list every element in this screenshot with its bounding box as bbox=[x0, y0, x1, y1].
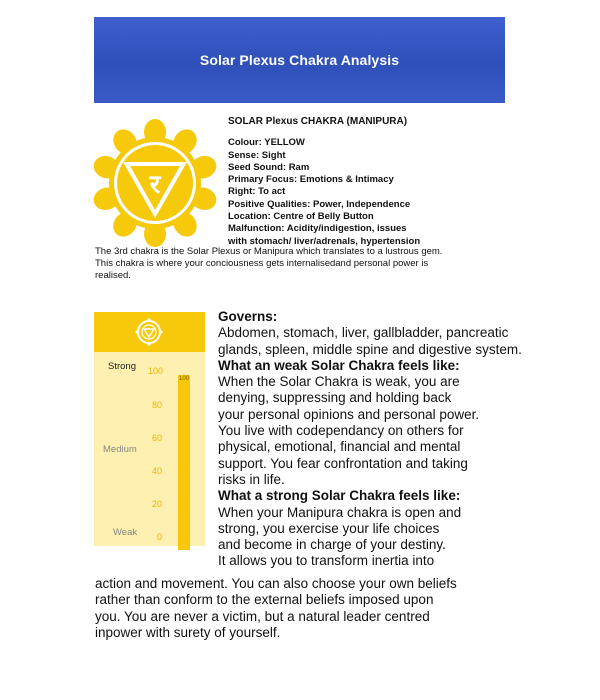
governs-line: glands, spleen, middle spine and digestive system. bbox=[218, 341, 522, 357]
meter-bar bbox=[178, 375, 190, 550]
intro-line: realised. bbox=[95, 270, 131, 282]
chakra-info bbox=[228, 116, 528, 248]
governs-heading: Governs: bbox=[218, 309, 278, 324]
intro-line: The 3rd chakra is the Solar Plexus or Manipura which translates to a lustrous gem. bbox=[95, 246, 443, 257]
tick-20: 20 bbox=[152, 499, 163, 509]
seed-syllable: र bbox=[149, 170, 161, 200]
info-right: Right: To act bbox=[228, 186, 286, 198]
strong-line: It allows you to transform inertia into bbox=[218, 553, 435, 569]
page-title: Solar Plexus Chakra Analysis bbox=[199, 52, 400, 68]
wide-line: you. You are never a victim, but a natural leader centred bbox=[95, 608, 430, 624]
weak-line: your personal opinions and personal power. bbox=[218, 406, 480, 422]
wide-line: action and movement. You can also choose your own beliefs bbox=[95, 576, 457, 591]
meter-header bbox=[94, 312, 205, 352]
weak-line: physical, emotional, financial and mental bbox=[218, 439, 461, 455]
info-seed-sound: Seed Sound: Ram bbox=[228, 161, 310, 173]
strong-line: and become in charge of your destiny. bbox=[218, 537, 446, 553]
chakra-description bbox=[218, 309, 558, 570]
weak-heading: What an weak Solar Chakra feels like: bbox=[218, 357, 460, 373]
info-malfunction: Malfunction: Acidity/indigestion, issues bbox=[228, 223, 407, 235]
tick-100: 100 bbox=[148, 366, 164, 376]
weak-line: support. You fear confrontation and taking bbox=[218, 455, 468, 471]
info-location: Location: Centre of Belly Button bbox=[228, 211, 374, 223]
tick-60: 60 bbox=[152, 433, 163, 443]
info-colour: Colour: YELLOW bbox=[228, 137, 305, 149]
level-strong: Strong bbox=[108, 361, 136, 372]
tick-80: 80 bbox=[152, 400, 163, 410]
tick-0: 0 bbox=[157, 532, 163, 542]
weak-line: When the Solar Chakra is weak, you are bbox=[218, 374, 460, 390]
weak-line: risks in life. bbox=[218, 471, 285, 487]
governs-line: Abdomen, stomach, liver, gallbladder, pancreatic bbox=[218, 325, 509, 341]
chakra-symbol-icon bbox=[134, 317, 164, 347]
wide-line: rather than conform to the external beliefs imposed upon bbox=[95, 592, 434, 608]
strong-line: strong, you exercise your life choices bbox=[218, 520, 440, 536]
title-banner bbox=[94, 17, 505, 103]
weak-line: denying, suppressing and holding back bbox=[218, 390, 452, 406]
info-title: SOLAR Plexus CHAKRA (MANIPURA) bbox=[228, 116, 408, 127]
strong-heading: What a strong Solar Chakra feels like: bbox=[218, 488, 461, 504]
info-positive-qualities: Positive Qualities: Power, Independence bbox=[228, 198, 411, 210]
strong-description-continued bbox=[95, 576, 535, 641]
tick-40: 40 bbox=[152, 466, 163, 476]
intro-line: This chakra is where your conciousness gets internalisedand personal power is bbox=[95, 258, 429, 270]
info-malfunction-cont: with stomach/ liver/adrenals, hypertension bbox=[228, 235, 421, 247]
weak-line: You live with codependancy on others for bbox=[218, 423, 464, 439]
meter-bar-value: 100 bbox=[178, 376, 189, 382]
info-sense: Sense: Sight bbox=[228, 149, 286, 161]
level-weak: Weak bbox=[113, 527, 138, 538]
manipura-lotus-icon bbox=[90, 118, 220, 248]
strong-line: When your Manipura chakra is open and bbox=[218, 504, 462, 520]
wide-line: inpower with surety of yourself. bbox=[95, 624, 281, 640]
level-medium: Medium bbox=[103, 444, 137, 455]
intro-paragraph bbox=[95, 246, 515, 283]
info-primary-focus: Primary Focus: Emotions & Intimacy bbox=[228, 174, 394, 186]
strength-meter bbox=[94, 312, 205, 546]
